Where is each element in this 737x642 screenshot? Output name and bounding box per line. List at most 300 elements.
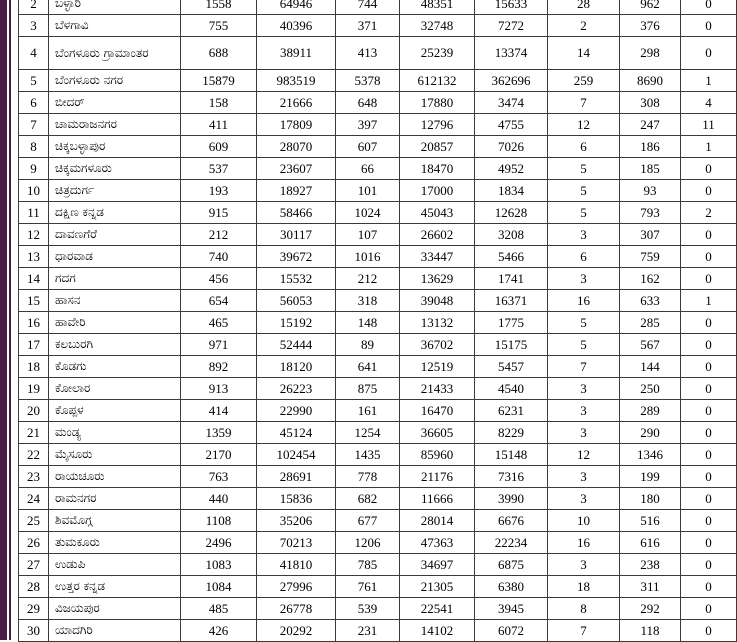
table-row: [19, 576, 737, 598]
col2-cell: 70213: [257, 532, 336, 554]
col6-cell: 3: [548, 488, 620, 510]
table-row: [19, 0, 737, 15]
col1-cell: 2170: [181, 444, 257, 466]
col3-cell: 231: [336, 620, 400, 642]
col4-cell: 45043: [400, 202, 475, 224]
col4-cell: 13132: [400, 312, 475, 334]
district-table-container: [18, 0, 715, 642]
col7-cell: 759: [620, 246, 681, 268]
serial-number-cell: 19: [19, 378, 49, 400]
serial-number-cell: 9: [19, 158, 49, 180]
col3-cell: 1024: [336, 202, 400, 224]
serial-number-cell: 16: [19, 312, 49, 334]
col5-cell: 6380: [475, 576, 548, 598]
col2-cell: 40396: [257, 15, 336, 37]
table-row: [19, 620, 737, 642]
col3-cell: 1206: [336, 532, 400, 554]
col3-cell: 397: [336, 114, 400, 136]
col2-cell: 18927: [257, 180, 336, 202]
col1-cell: 537: [181, 158, 257, 180]
col2-cell: 28691: [257, 466, 336, 488]
col1-cell: 915: [181, 202, 257, 224]
col5-cell: 22234: [475, 532, 548, 554]
col4-cell: 32748: [400, 15, 475, 37]
col4-cell: 17000: [400, 180, 475, 202]
page-border-inner: [9, 0, 11, 640]
col7-cell: 180: [620, 488, 681, 510]
col3-cell: 648: [336, 92, 400, 114]
col3-cell: 66: [336, 158, 400, 180]
col6-cell: 18: [548, 576, 620, 598]
table-row: [19, 422, 737, 444]
col6-cell: 3: [548, 224, 620, 246]
table-row: [19, 37, 737, 70]
table-row: [19, 224, 737, 246]
district-name-cell: ಯಾದಗಿರಿ: [49, 620, 181, 642]
district-name-cell: ರಾಮನಗರ: [49, 488, 181, 510]
col6-cell: 6: [548, 136, 620, 158]
table-row: [19, 246, 737, 268]
col3-cell: 89: [336, 334, 400, 356]
district-name-cell: ಕೊಪ್ಪಳ: [49, 400, 181, 422]
col3-cell: 682: [336, 488, 400, 510]
col4-cell: 25239: [400, 37, 475, 70]
col4-cell: 18470: [400, 158, 475, 180]
col4-cell: 33447: [400, 246, 475, 268]
col5-cell: 16371: [475, 290, 548, 312]
table-row: [19, 532, 737, 554]
col2-cell: 64946: [257, 0, 336, 15]
col2-cell: 20292: [257, 620, 336, 642]
district-name-cell: ಬೆಂಗಳೂರು ಗ್ರಾಮಾಂತರ: [49, 37, 181, 70]
col5-cell: 1741: [475, 268, 548, 290]
district-name-cell: ಹಾಸನ: [49, 290, 181, 312]
col8-cell: 2: [681, 202, 737, 224]
col8-cell: 1: [681, 70, 737, 92]
col5-cell: 7026: [475, 136, 548, 158]
col5-cell: 1775: [475, 312, 548, 334]
col6-cell: 3: [548, 268, 620, 290]
col6-cell: 28: [548, 0, 620, 15]
district-name-cell: ಚಾಮರಾಜನಗರ: [49, 114, 181, 136]
district-name-cell: ರಾಯಚೂರು: [49, 466, 181, 488]
col3-cell: 5378: [336, 70, 400, 92]
col5-cell: 7316: [475, 466, 548, 488]
district-name-cell: ಬೀದರ್: [49, 92, 181, 114]
col3-cell: 371: [336, 15, 400, 37]
serial-number-cell: 22: [19, 444, 49, 466]
col8-cell: 0: [681, 378, 737, 400]
district-name-cell: ಬೆಂಗಳೂರು ನಗರ: [49, 70, 181, 92]
district-name-cell: ಕೋಲಾರ: [49, 378, 181, 400]
col6-cell: 6: [548, 246, 620, 268]
col6-cell: 7: [548, 92, 620, 114]
serial-number-cell: 30: [19, 620, 49, 642]
serial-number-cell: 4: [19, 37, 49, 70]
col8-cell: 0: [681, 246, 737, 268]
col7-cell: 247: [620, 114, 681, 136]
col7-cell: 307: [620, 224, 681, 246]
col4-cell: 47363: [400, 532, 475, 554]
col5-cell: 362696: [475, 70, 548, 92]
col5-cell: 4755: [475, 114, 548, 136]
district-name-cell: ವಿಜಯಪುರ: [49, 598, 181, 620]
col2-cell: 983519: [257, 70, 336, 92]
col6-cell: 3: [548, 400, 620, 422]
col8-cell: 4: [681, 92, 737, 114]
col1-cell: 440: [181, 488, 257, 510]
col7-cell: 8690: [620, 70, 681, 92]
col2-cell: 35206: [257, 510, 336, 532]
col3-cell: 148: [336, 312, 400, 334]
col7-cell: 162: [620, 268, 681, 290]
serial-number-cell: 2: [19, 0, 49, 15]
col8-cell: 0: [681, 268, 737, 290]
col1-cell: 2496: [181, 532, 257, 554]
col7-cell: 199: [620, 466, 681, 488]
col7-cell: 516: [620, 510, 681, 532]
col3-cell: 607: [336, 136, 400, 158]
serial-number-cell: 14: [19, 268, 49, 290]
col7-cell: 185: [620, 158, 681, 180]
col6-cell: 2: [548, 15, 620, 37]
col1-cell: 688: [181, 37, 257, 70]
district-name-cell: ಉತ್ತರ ಕನ್ನಡ: [49, 576, 181, 598]
col8-cell: 0: [681, 37, 737, 70]
col5-cell: 6875: [475, 554, 548, 576]
col1-cell: 212: [181, 224, 257, 246]
col7-cell: 289: [620, 400, 681, 422]
col5-cell: 8229: [475, 422, 548, 444]
col2-cell: 30117: [257, 224, 336, 246]
col6-cell: 5: [548, 312, 620, 334]
col3-cell: 761: [336, 576, 400, 598]
col4-cell: 28014: [400, 510, 475, 532]
col4-cell: 21305: [400, 576, 475, 598]
col1-cell: 1084: [181, 576, 257, 598]
col8-cell: 0: [681, 444, 737, 466]
col7-cell: 308: [620, 92, 681, 114]
col1-cell: 158: [181, 92, 257, 114]
col1-cell: 414: [181, 400, 257, 422]
col7-cell: 118: [620, 620, 681, 642]
col3-cell: 101: [336, 180, 400, 202]
col4-cell: 48351: [400, 0, 475, 15]
col7-cell: 238: [620, 554, 681, 576]
col2-cell: 15192: [257, 312, 336, 334]
serial-number-cell: 24: [19, 488, 49, 510]
col1-cell: 1083: [181, 554, 257, 576]
col4-cell: 21433: [400, 378, 475, 400]
col7-cell: 962: [620, 0, 681, 15]
col5-cell: 12628: [475, 202, 548, 224]
col6-cell: 5: [548, 158, 620, 180]
col5-cell: 13374: [475, 37, 548, 70]
col4-cell: 22541: [400, 598, 475, 620]
serial-number-cell: 6: [19, 92, 49, 114]
col7-cell: 186: [620, 136, 681, 158]
serial-number-cell: 15: [19, 290, 49, 312]
col5-cell: 4952: [475, 158, 548, 180]
table-row: [19, 268, 737, 290]
col6-cell: 7: [548, 356, 620, 378]
col1-cell: 411: [181, 114, 257, 136]
col3-cell: 318: [336, 290, 400, 312]
serial-number-cell: 26: [19, 532, 49, 554]
table-row: [19, 488, 737, 510]
col6-cell: 3: [548, 378, 620, 400]
col5-cell: 7272: [475, 15, 548, 37]
col1-cell: 609: [181, 136, 257, 158]
serial-number-cell: 3: [19, 15, 49, 37]
col4-cell: 26602: [400, 224, 475, 246]
col3-cell: 677: [336, 510, 400, 532]
col1-cell: 15879: [181, 70, 257, 92]
table-row: [19, 444, 737, 466]
col7-cell: 567: [620, 334, 681, 356]
col1-cell: 755: [181, 15, 257, 37]
col6-cell: 7: [548, 620, 620, 642]
col5-cell: 3990: [475, 488, 548, 510]
col2-cell: 23607: [257, 158, 336, 180]
col7-cell: 298: [620, 37, 681, 70]
col8-cell: 0: [681, 224, 737, 246]
col6-cell: 8: [548, 598, 620, 620]
col7-cell: 144: [620, 356, 681, 378]
district-name-cell: ಉಡುಪಿ: [49, 554, 181, 576]
serial-number-cell: 21: [19, 422, 49, 444]
col7-cell: 616: [620, 532, 681, 554]
table-row: [19, 510, 737, 532]
col7-cell: 290: [620, 422, 681, 444]
col6-cell: 3: [548, 554, 620, 576]
serial-number-cell: 5: [19, 70, 49, 92]
col3-cell: 1254: [336, 422, 400, 444]
col1-cell: 1108: [181, 510, 257, 532]
col2-cell: 102454: [257, 444, 336, 466]
col3-cell: 539: [336, 598, 400, 620]
table-row: [19, 554, 737, 576]
col1-cell: 913: [181, 378, 257, 400]
table-row: [19, 180, 737, 202]
district-name-cell: ದಾವಣಗೆರೆ: [49, 224, 181, 246]
serial-number-cell: 12: [19, 224, 49, 246]
serial-number-cell: 8: [19, 136, 49, 158]
col4-cell: 14102: [400, 620, 475, 642]
col5-cell: 3945: [475, 598, 548, 620]
district-name-cell: ಚಿಕ್ಕಬಳ್ಳಾಪುರ: [49, 136, 181, 158]
col4-cell: 13629: [400, 268, 475, 290]
col2-cell: 15836: [257, 488, 336, 510]
col3-cell: 1435: [336, 444, 400, 466]
col6-cell: 10: [548, 510, 620, 532]
col1-cell: 465: [181, 312, 257, 334]
col7-cell: 285: [620, 312, 681, 334]
table-row: [19, 202, 737, 224]
table-row: [19, 334, 737, 356]
col5-cell: 5457: [475, 356, 548, 378]
table-row: [19, 312, 737, 334]
table-body: [19, 0, 737, 642]
table-row: [19, 136, 737, 158]
col8-cell: 1: [681, 290, 737, 312]
col8-cell: 0: [681, 356, 737, 378]
col2-cell: 52444: [257, 334, 336, 356]
col4-cell: 85960: [400, 444, 475, 466]
col8-cell: 0: [681, 576, 737, 598]
col6-cell: 3: [548, 422, 620, 444]
serial-number-cell: 20: [19, 400, 49, 422]
col1-cell: 740: [181, 246, 257, 268]
table-row: [19, 158, 737, 180]
col2-cell: 22990: [257, 400, 336, 422]
col5-cell: 6231: [475, 400, 548, 422]
col5-cell: 6676: [475, 510, 548, 532]
col8-cell: 0: [681, 620, 737, 642]
col4-cell: 39048: [400, 290, 475, 312]
col6-cell: 12: [548, 114, 620, 136]
district-name-cell: ಮಂಡ್ಯ: [49, 422, 181, 444]
serial-number-cell: 18: [19, 356, 49, 378]
col2-cell: 17809: [257, 114, 336, 136]
col6-cell: 3: [548, 466, 620, 488]
col2-cell: 58466: [257, 202, 336, 224]
page-border-left: [0, 0, 7, 640]
district-name-cell: ಹಾವೇರಿ: [49, 312, 181, 334]
district-name-cell: ದಕ್ಷಿಣ ಕನ್ನಡ: [49, 202, 181, 224]
col6-cell: 16: [548, 532, 620, 554]
col7-cell: 1346: [620, 444, 681, 466]
col3-cell: 744: [336, 0, 400, 15]
col6-cell: 5: [548, 180, 620, 202]
col4-cell: 36702: [400, 334, 475, 356]
col1-cell: 763: [181, 466, 257, 488]
col7-cell: 292: [620, 598, 681, 620]
col3-cell: 778: [336, 466, 400, 488]
col5-cell: 15175: [475, 334, 548, 356]
col4-cell: 21176: [400, 466, 475, 488]
district-name-cell: ಕಲಬುರಗಿ: [49, 334, 181, 356]
col1-cell: 971: [181, 334, 257, 356]
col6-cell: 16: [548, 290, 620, 312]
col6-cell: 259: [548, 70, 620, 92]
col4-cell: 12519: [400, 356, 475, 378]
col3-cell: 161: [336, 400, 400, 422]
col1-cell: 456: [181, 268, 257, 290]
col2-cell: 41810: [257, 554, 336, 576]
district-name-cell: ಬಳ್ಳಾರಿ: [49, 0, 181, 15]
col7-cell: 250: [620, 378, 681, 400]
col2-cell: 39672: [257, 246, 336, 268]
col4-cell: 34697: [400, 554, 475, 576]
col5-cell: 3474: [475, 92, 548, 114]
col8-cell: 0: [681, 180, 737, 202]
serial-number-cell: 7: [19, 114, 49, 136]
col1-cell: 1359: [181, 422, 257, 444]
table-row: [19, 400, 737, 422]
col4-cell: 17880: [400, 92, 475, 114]
serial-number-cell: 17: [19, 334, 49, 356]
col2-cell: 28070: [257, 136, 336, 158]
table-row: [19, 290, 737, 312]
col2-cell: 21666: [257, 92, 336, 114]
col8-cell: 0: [681, 158, 737, 180]
col2-cell: 15532: [257, 268, 336, 290]
col8-cell: 0: [681, 488, 737, 510]
col3-cell: 107: [336, 224, 400, 246]
district-name-cell: ಕೊಡಗು: [49, 356, 181, 378]
col2-cell: 56053: [257, 290, 336, 312]
serial-number-cell: 27: [19, 554, 49, 576]
col5-cell: 15148: [475, 444, 548, 466]
col6-cell: 12: [548, 444, 620, 466]
district-name-cell: ಧಾರವಾಡ: [49, 246, 181, 268]
serial-number-cell: 28: [19, 576, 49, 598]
col4-cell: 16470: [400, 400, 475, 422]
col3-cell: 641: [336, 356, 400, 378]
col5-cell: 15633: [475, 0, 548, 15]
col1-cell: 654: [181, 290, 257, 312]
table-row: [19, 466, 737, 488]
district-name-cell: ಬೆಳಗಾವಿ: [49, 15, 181, 37]
col1-cell: 426: [181, 620, 257, 642]
col1-cell: 485: [181, 598, 257, 620]
col2-cell: 45124: [257, 422, 336, 444]
col8-cell: 0: [681, 400, 737, 422]
district-name-cell: ಚಿಕ್ಕಮಗಳೂರು: [49, 158, 181, 180]
table-row: [19, 378, 737, 400]
col8-cell: 0: [681, 510, 737, 532]
col7-cell: 93: [620, 180, 681, 202]
table-row: [19, 15, 737, 37]
col5-cell: 1834: [475, 180, 548, 202]
district-name-cell: ಗದಗ: [49, 268, 181, 290]
district-name-cell: ಮೈಸೂರು: [49, 444, 181, 466]
col2-cell: 38911: [257, 37, 336, 70]
col1-cell: 193: [181, 180, 257, 202]
col8-cell: 0: [681, 422, 737, 444]
col8-cell: 0: [681, 466, 737, 488]
col3-cell: 785: [336, 554, 400, 576]
col3-cell: 212: [336, 268, 400, 290]
col8-cell: 0: [681, 532, 737, 554]
col4-cell: 36605: [400, 422, 475, 444]
table-row: [19, 356, 737, 378]
serial-number-cell: 25: [19, 510, 49, 532]
col3-cell: 875: [336, 378, 400, 400]
col2-cell: 18120: [257, 356, 336, 378]
district-table: [18, 0, 737, 642]
col5-cell: 6072: [475, 620, 548, 642]
col7-cell: 311: [620, 576, 681, 598]
col4-cell: 20857: [400, 136, 475, 158]
serial-number-cell: 29: [19, 598, 49, 620]
col4-cell: 612132: [400, 70, 475, 92]
col8-cell: 0: [681, 554, 737, 576]
col6-cell: 5: [548, 334, 620, 356]
serial-number-cell: 23: [19, 466, 49, 488]
col1-cell: 1558: [181, 0, 257, 15]
col8-cell: 11: [681, 114, 737, 136]
col4-cell: 12796: [400, 114, 475, 136]
col8-cell: 0: [681, 598, 737, 620]
table-row: [19, 92, 737, 114]
serial-number-cell: 10: [19, 180, 49, 202]
col5-cell: 5466: [475, 246, 548, 268]
table-row: [19, 70, 737, 92]
district-name-cell: ಚಿತ್ರದುರ್ಗ: [49, 180, 181, 202]
district-name-cell: ಶಿವಮೊಗ್ಗ: [49, 510, 181, 532]
